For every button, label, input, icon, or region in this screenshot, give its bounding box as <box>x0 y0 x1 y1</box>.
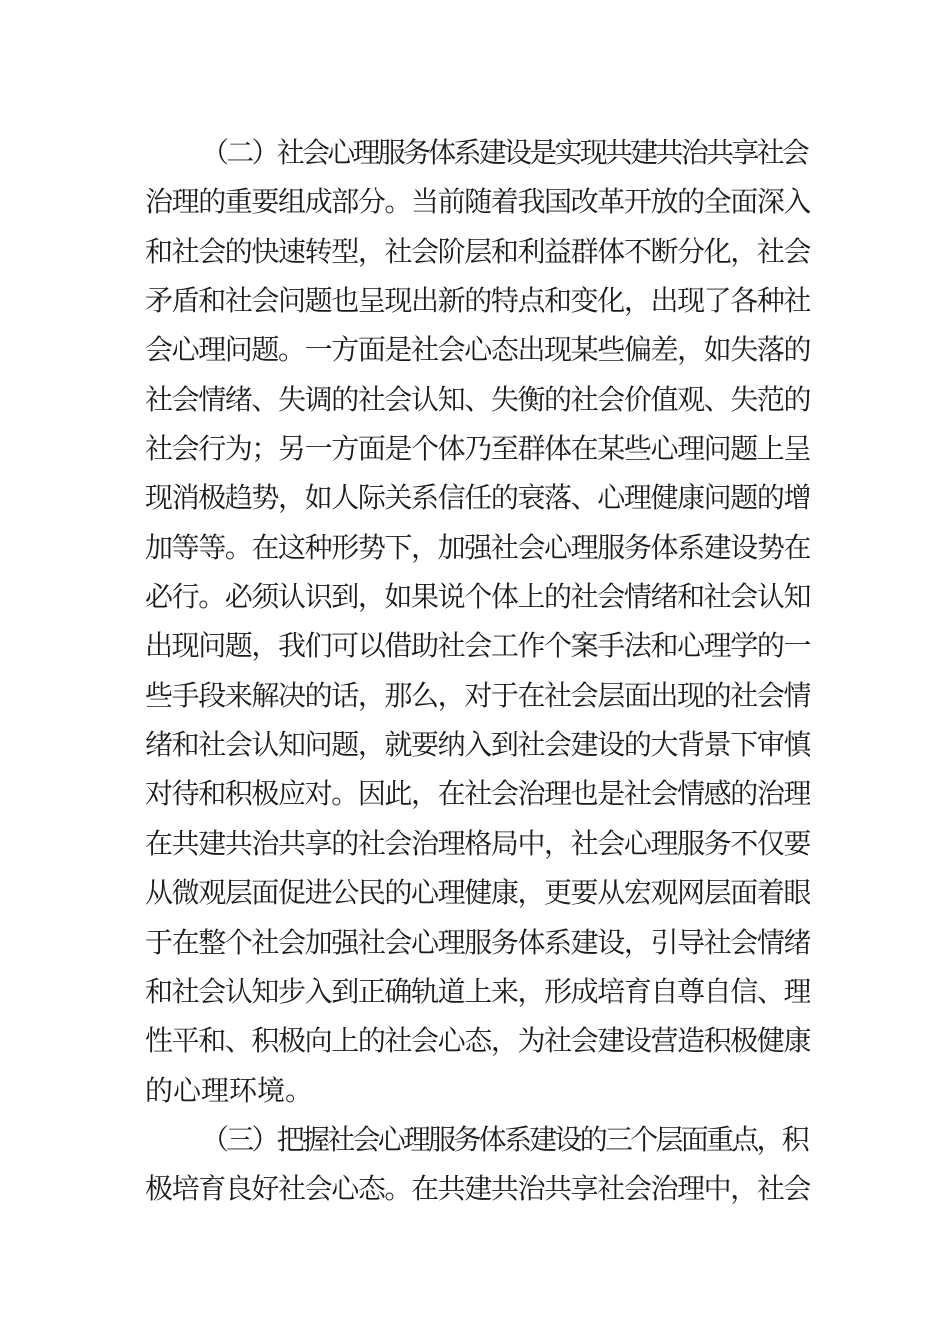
text-line: 社会行为；另一方面是个体乃至群体在某些心理问题上呈 <box>145 432 810 466</box>
text-line: 加等等。在这种形势下，加强社会心理服务体系建设势在 <box>145 530 810 564</box>
paragraph-section-2 <box>145 128 810 1115</box>
text-line: 于在整个社会加强社会心理服务体系建设，引导社会情绪 <box>145 925 810 959</box>
text-line: 对待和积极应对。因此，在社会治理也是社会情感的治理 <box>145 777 810 811</box>
text-line: 在共建共治共享的社会治理格局中，社会心理服务不仅要 <box>145 826 810 860</box>
text-line: 从微观层面促进公民的心理健康，更要从宏观网层面着眼 <box>145 876 810 910</box>
text-line: 矛盾和社会问题也呈现出新的特点和变化，出现了各种社 <box>145 284 810 318</box>
text-line: 会心理问题。一方面是社会心态出现某些偏差，如失落的 <box>145 333 810 367</box>
text-line: （三）把握社会心理服务体系建设的三个层面重点，积 <box>201 1122 808 1156</box>
text-line: 出现问题，我们可以借助社会工作个案手法和心理学的一 <box>145 629 810 663</box>
text-line: 现消极趋势，如人际关系信任的衰落、心理健康问题的增 <box>145 481 810 515</box>
body-text <box>145 128 810 1214</box>
paragraph-section-3 <box>145 1115 810 1214</box>
text-line: 治理的重要组成部分。当前随着我国改革开放的全面深入 <box>145 185 810 219</box>
text-line: （二）社会心理服务体系建设是实现共建共治共享社会 <box>201 136 808 169</box>
text-line: 极培育良好社会心态。在共建共治共享社会治理中，社会 <box>145 1172 810 1206</box>
text-line: 和社会认知步入到正确轨道上来，形成培育自尊自信、理 <box>145 974 810 1008</box>
text-line: 绪和社会认知问题，就要纳入到社会建设的大背景下审慎 <box>145 728 810 762</box>
text-line: 些手段来解决的话，那么，对于在社会层面出现的社会情 <box>145 678 810 712</box>
text-line: 必行。必须认识到，如果说个体上的社会情绪和社会认知 <box>145 580 810 614</box>
text-line: 性平和、积极向上的社会心态，为社会建设营造积极健康 <box>145 1024 810 1058</box>
text-line: 和社会的快速转型，社会阶层和利益群体不断分化，社会 <box>145 234 810 268</box>
text-line: 的心理环境。 <box>145 1073 314 1107</box>
text-line: 社会情绪、失调的社会认知、失衡的社会价值观、失范的 <box>145 382 810 416</box>
